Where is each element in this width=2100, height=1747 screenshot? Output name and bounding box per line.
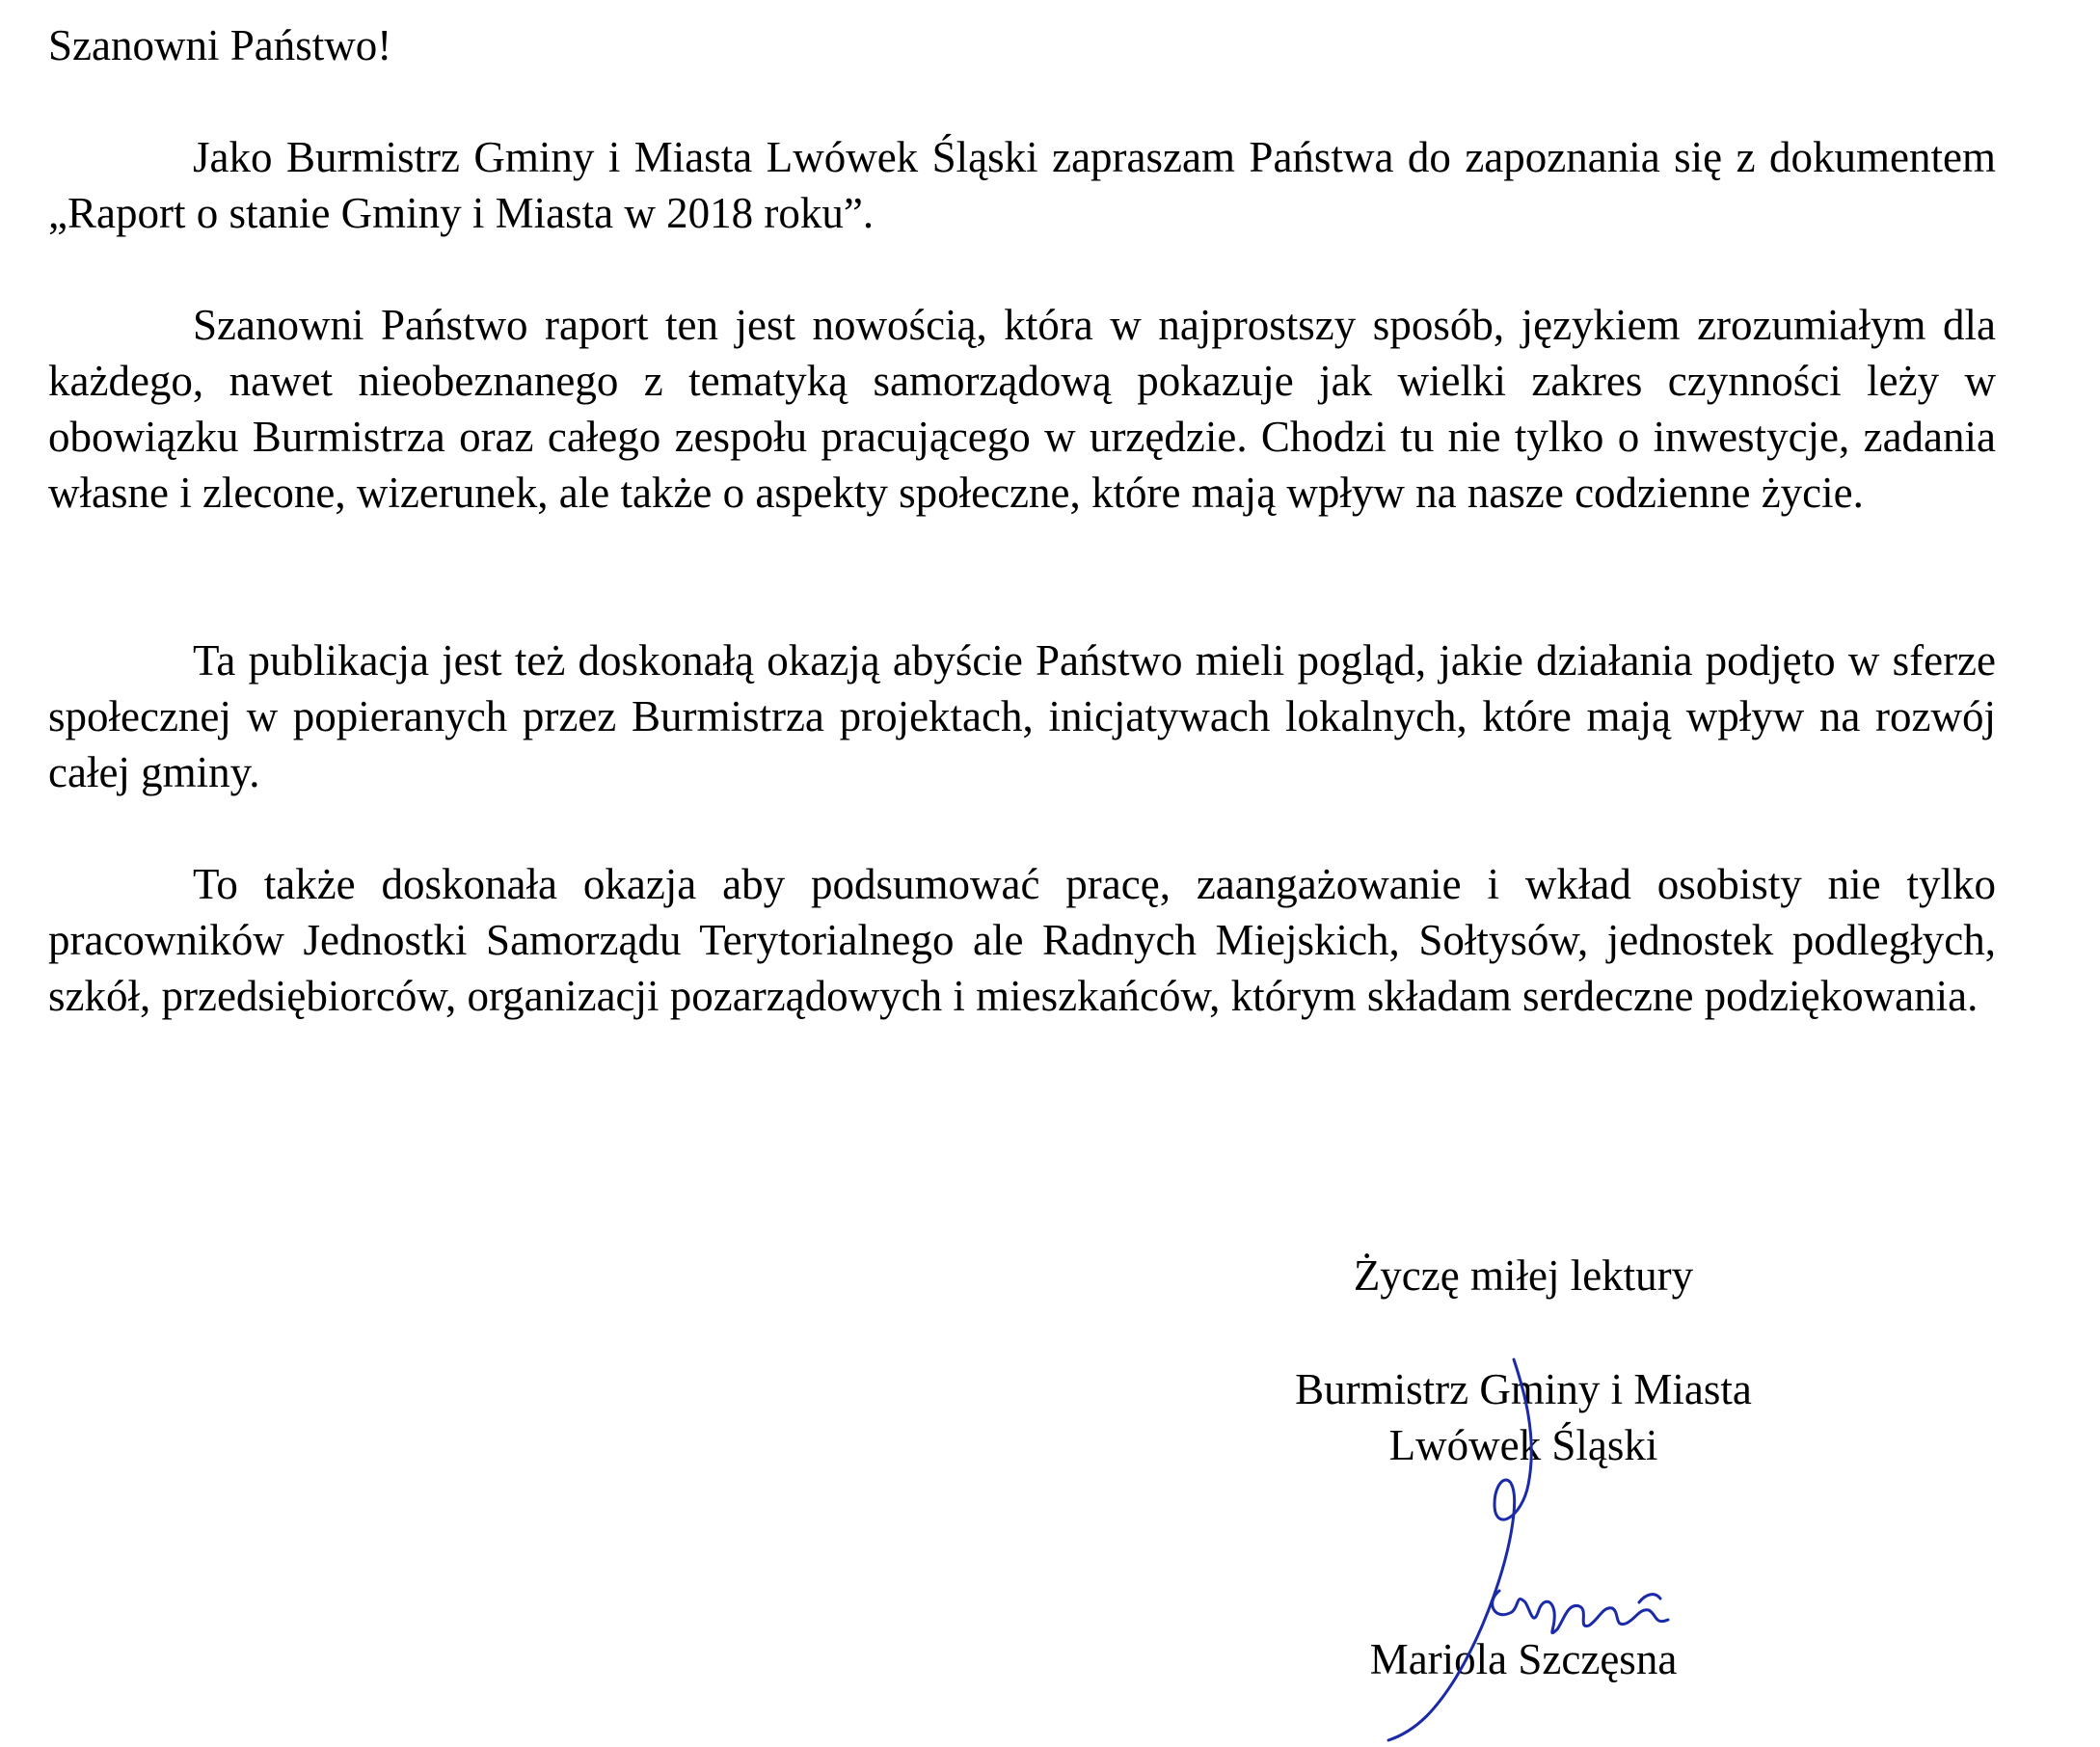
signature-scribble-tail [1639,1595,1660,1602]
signer-name: Mariola Szczęsna [1369,1635,1678,1683]
signature-scribble [1493,1591,1668,1633]
letter-greeting: Szanowni Państwo! [48,21,392,69]
letter-paragraph-3: Ta publikacja jest też doskonałą okazją abyście Państwo mieli pogląd, jakie działania podjęto w sferze społecznej w popieranych przez Burmistrza projektach, inicjatywach lokalnych, które mają wpływ na rozwój całej gminy. [48,636,1996,796]
signer-title-line-1: Burmistrz Gminy i Miasta [1295,1365,1752,1413]
signer-title-line-2: Lwówek Śląski [1388,1421,1658,1469]
letter-closing: Życzę miłej lektury [1353,1251,1694,1300]
letter-paragraph-1: Jako Burmistrz Gminy i Miasta Lwówek Śląski zapraszam Państwa do zapoznania się z dokumentem „Raport o stanie Gminy i Miasta w 2018 roku”. [48,133,1996,237]
letter-paragraph-4: To także doskonała okazja aby podsumować pracę, zaangażowanie i wkład osobisty nie tylko pracowników Jednostki Samorządu Terytorialnego ale Radnych Miejskich, Sołtysów, jednostek podległych, szkół, przedsiębiorców, organizacji pozarządowych i mieszkańców, którym składam serdeczne podziękowania. [48,860,1996,1020]
letter-paragraph-2: Szanowni Państwo raport ten jest nowością, która w najprostszy sposób, językiem zrozumiałym dla każdego, nawet nieobeznanego z tematyką samorządową pokazuje jak wielki zakres czynności leży w obowiązku Burmistrza oraz całego zespołu pracującego w urzędzie. Chodzi tu nie tylko o inwestycje, zadania własne i zlecone, wizerunek, ale także o aspekty społeczne, które mają wpływ na nasze codzienne życie. [48,301,1996,517]
